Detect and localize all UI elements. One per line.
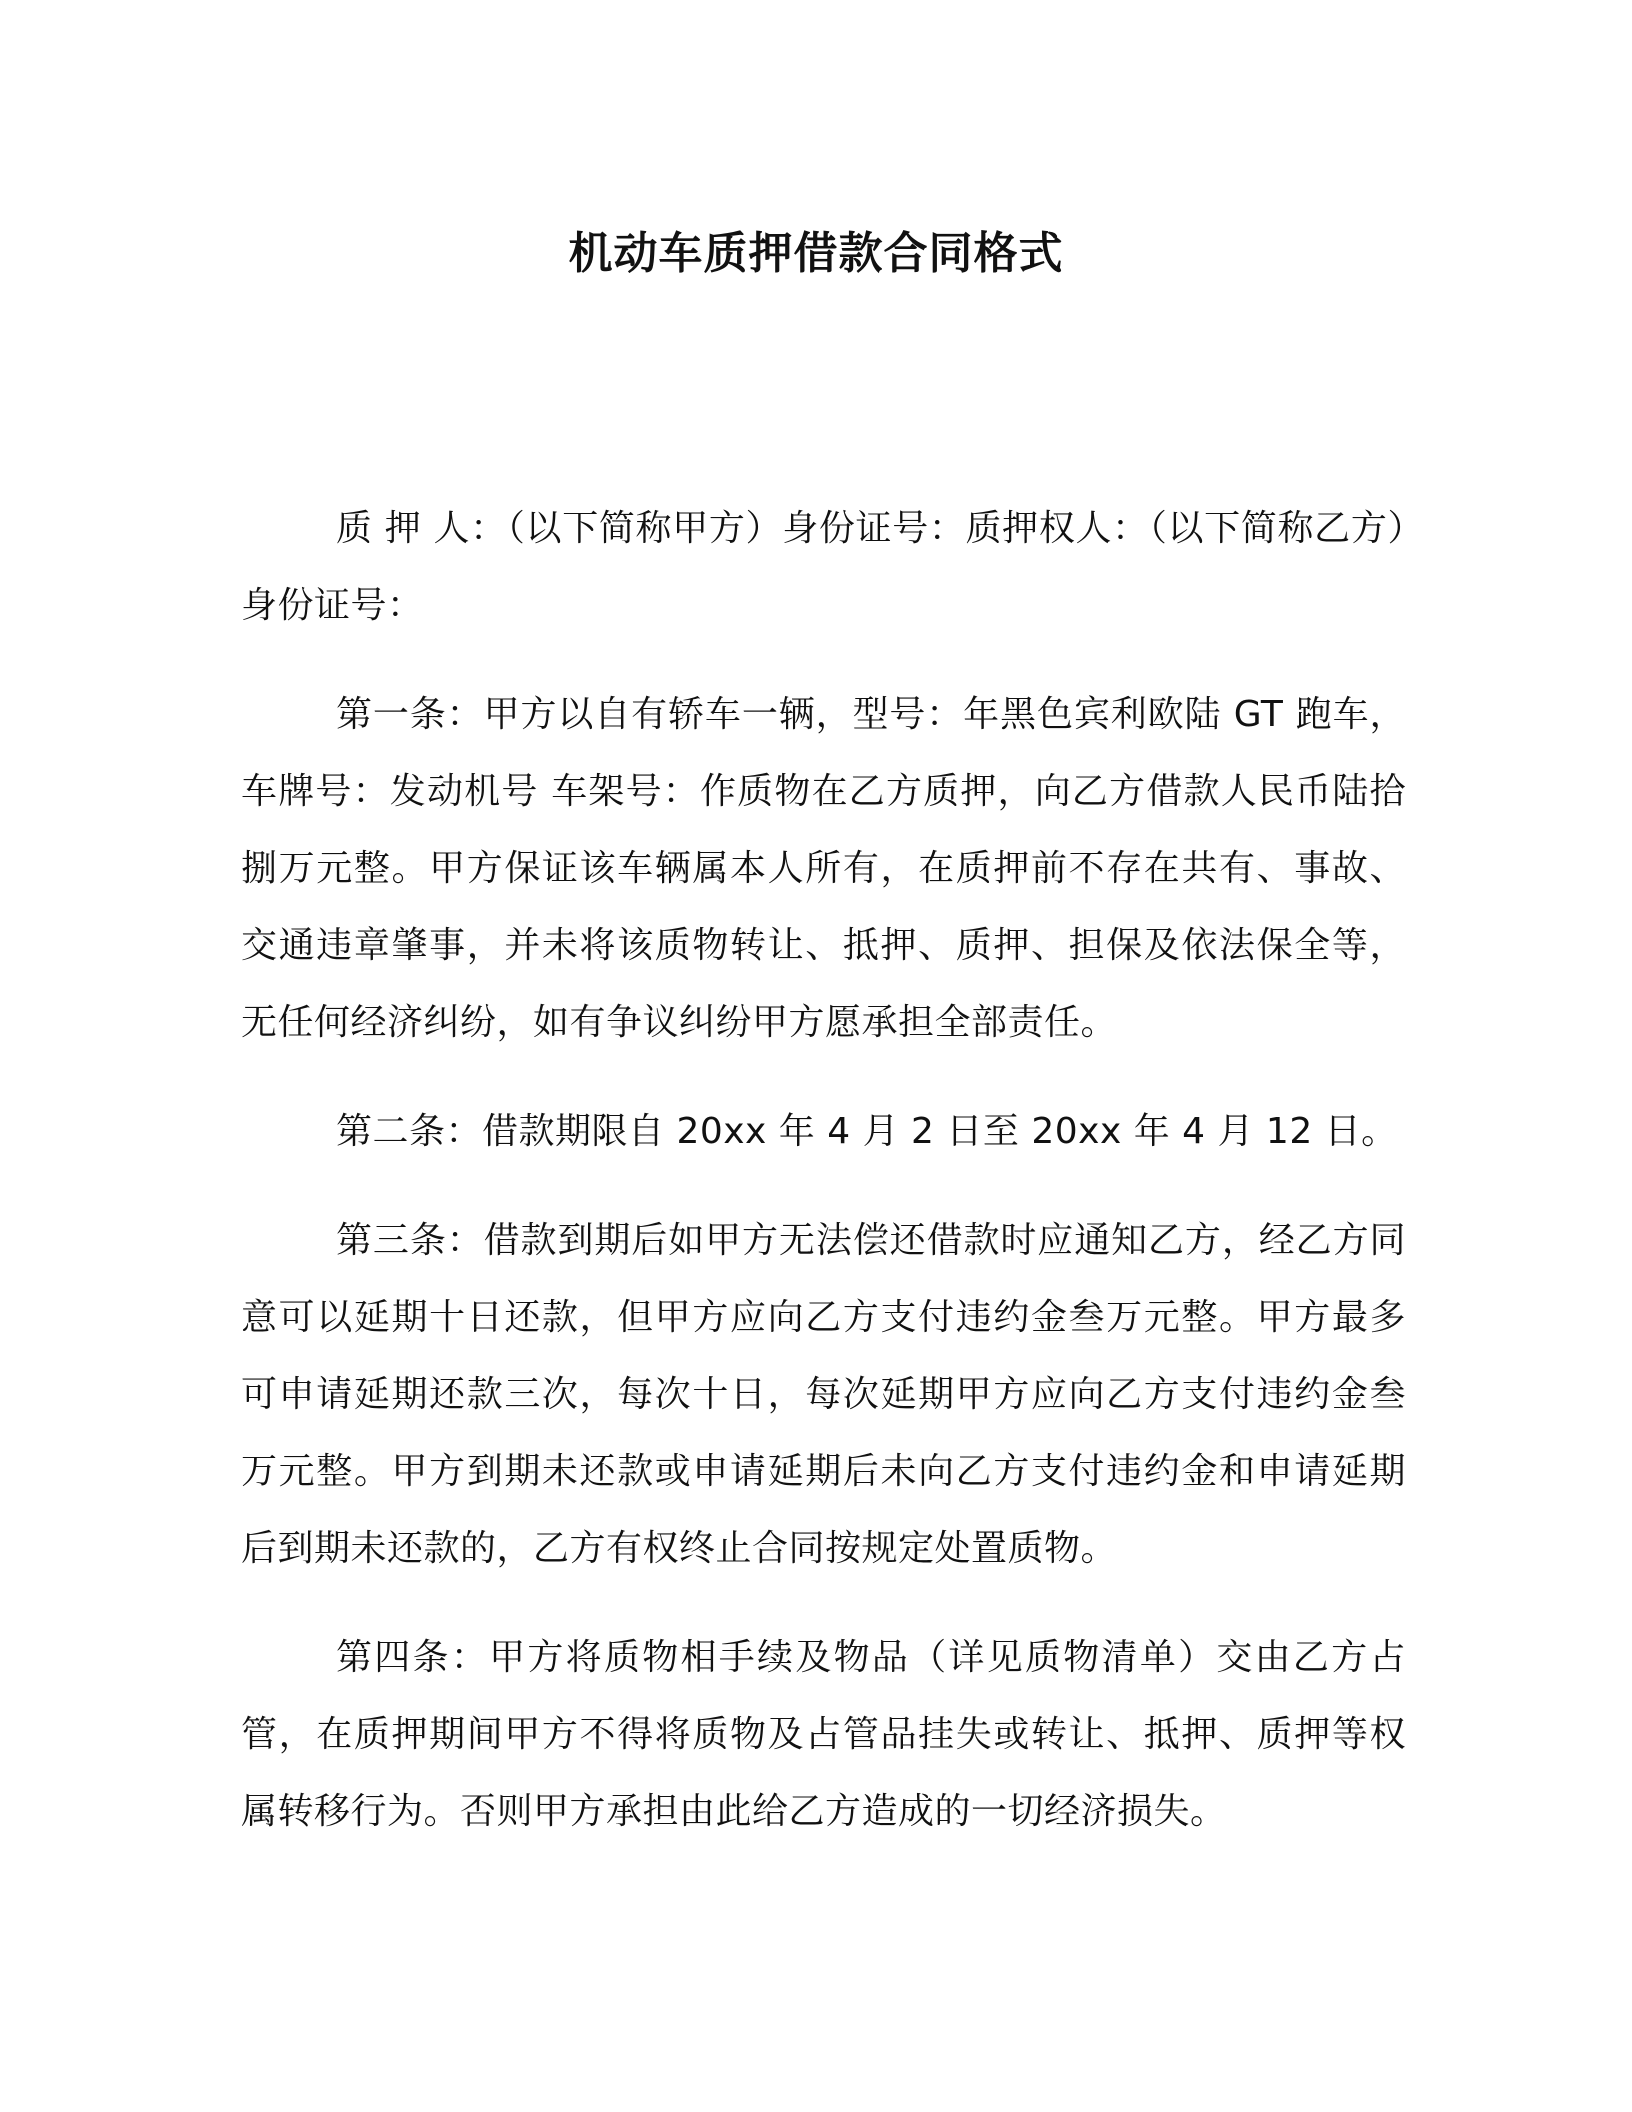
paragraph-parties: 质 押 人：（以下简称甲方）身份证号：质押权人：（以下简称乙方）身份证号： <box>241 508 1406 626</box>
paragraph-article-3: 第三条：借款到期后如甲方无法偿还借款时应通知乙方，经乙方同意可以延期十日还款，但甲方应向乙方支付违约金叁万元整。甲方最多可申请延期还款三次，每次十日，每次延期甲方应向乙方支付违约金叁万元整。甲方到期未还款或申请延期后未向乙方支付违约金和申请延期后到期未还款的，乙方有权终止合同按规定处置质物。 <box>241 1220 1406 1569</box>
document-title: 机动车质押借款合同格式 <box>568 228 1064 279</box>
paragraph-article-4: 第四条：甲方将质物相手续及物品（详见质物清单）交由乙方占管，在质押期间甲方不得将质物及占管品挂失或转让、抵押、质押等权属转移行为。否则甲方承担由此给乙方造成的一切经济损失。 <box>241 1637 1406 1832</box>
paragraph-article-1: 第一条：甲方以自有轿车一辆，型号：年黑色宾利欧陆 GT 跑车，车牌号：发动机号 车架号：作质物在乙方质押，向乙方借款人民币陆拾捌万元整。甲方保证该车辆属本人所有，在质押前不存在共有、事故、交通违章肇事，并未将该质物转让、抵押、质押、担保及依法保全等，无任何经济纠纷，如有争议纠纷甲方愿承担全部责任。 <box>241 694 1406 1043</box>
paragraph-article-2: 第二条：借款期限自 20xx 年 4 月 2 日至 20xx 年 4 月 12 日。 <box>336 1111 1398 1152</box>
document-body <box>241 490 1406 1882</box>
